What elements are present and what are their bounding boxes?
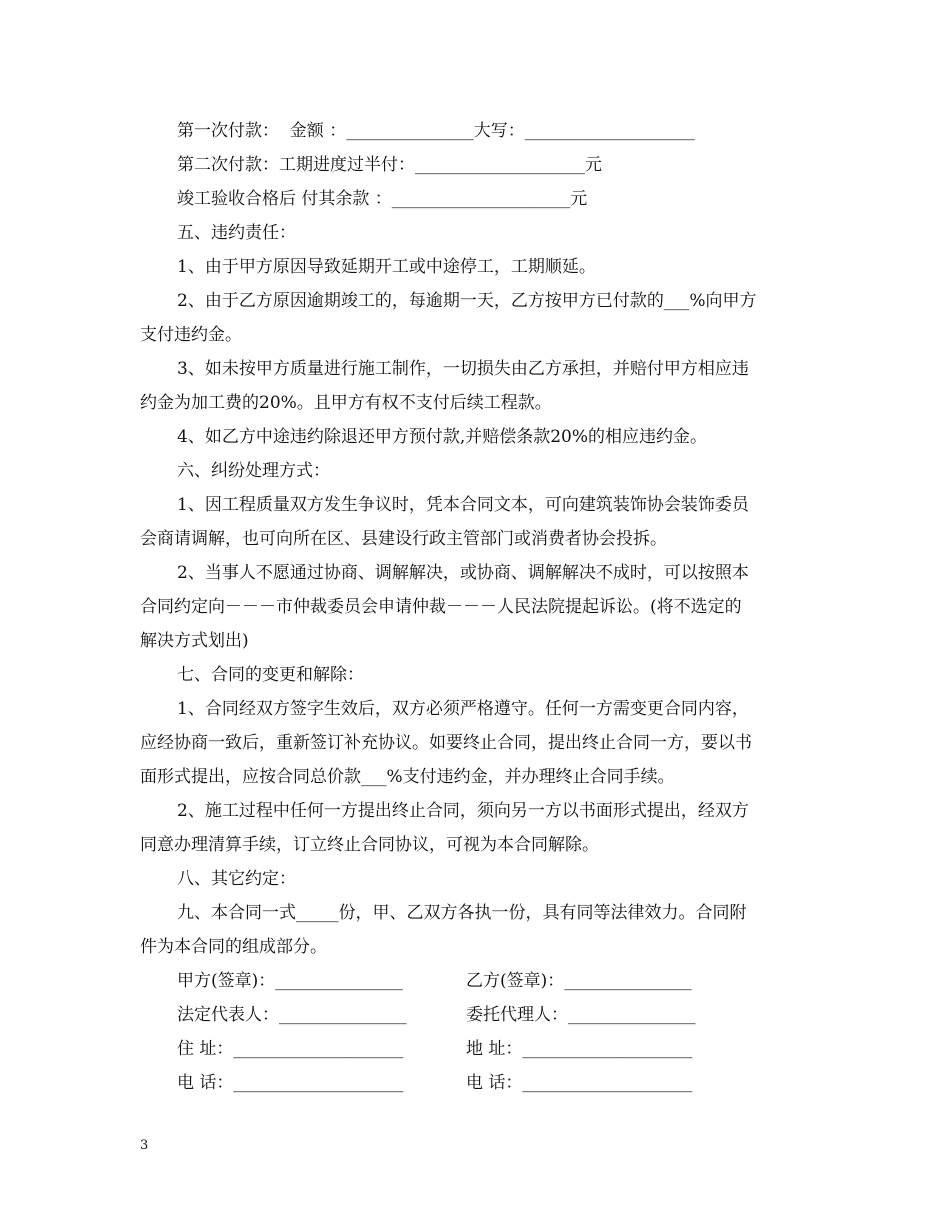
party-a-phone-field: 电 话：____________________	[177, 1073, 404, 1093]
section-6-item-1-line-2: 会商请调解，也可向所在区、县建设行政主管部门或消费者协会投拆。	[140, 529, 667, 549]
party-b-phone-field: 电 话：____________________	[466, 1073, 693, 1093]
section-5-item-3-line-1: 3、如未按甲方质量进行施工制作，一切损失由乙方承担，并赔付甲方相应违	[177, 359, 749, 379]
section-9-line-1: 九、本合同一式_____份，甲、乙双方各执一份，具有同等法律效力。合同附	[177, 903, 747, 923]
section-6-item-2-line-3: 解决方式划出)	[140, 631, 249, 651]
party-a-signature-field: 甲方(签章)：_______________	[177, 971, 403, 991]
section-7-item-2-line-1: 2、施工过程中任何一方提出终止合同，须向另一方以书面形式提出，经双方	[177, 801, 749, 821]
section-5-heading: 五、违约责任：	[177, 223, 296, 243]
legal-representative-field: 法定代表人：_______________	[177, 1005, 407, 1025]
section-7-item-2-line-2: 同意办理清算手续，订立终止合同协议，可视为本合同解除。	[140, 835, 599, 855]
page-number: 3	[140, 1138, 149, 1153]
section-7-item-1-line-3: 面形式提出，应按合同总价款___%支付违约金，并办理终止合同手续。	[140, 767, 675, 787]
section-5-item-4: 4、如乙方中途违约除退还甲方预付款,并赔偿条款20%的相应违约金。	[177, 427, 708, 447]
second-payment-line: 第二次付款：工期进度过半付：____________________元	[177, 155, 602, 175]
section-8-heading: 八、其它约定：	[177, 869, 296, 889]
party-b-address-field: 地 址：____________________	[466, 1039, 693, 1059]
final-payment-line: 竣工验收合格后 付其余款 ：_____________________元	[177, 189, 588, 209]
section-5-item-3-line-2: 约金为加工费的20%。且甲方有权不支付后续工程款。	[140, 393, 552, 413]
section-7-item-1-line-1: 1、合同经双方签字生效后，双方必须严格遵守。任何一方需变更合同内容，	[177, 699, 749, 719]
section-5-item-2-line-1: 2、由于乙方原因逾期竣工的，每逾期一天，乙方按甲方已付款的___%向甲方	[177, 291, 757, 311]
authorized-agent-field: 委托代理人：_______________	[466, 1005, 696, 1025]
section-7-heading: 七、合同的变更和解除：	[177, 665, 364, 685]
section-9-line-2: 件为本合同的组成部分。	[140, 937, 327, 957]
section-6-item-2-line-1: 2、当事人不愿通过协商、调解解决，或协商、调解解决不成时，可以按照本	[177, 563, 749, 583]
section-6-heading: 六、纠纷处理方式：	[177, 461, 330, 481]
party-a-address-field: 住 址：____________________	[177, 1039, 404, 1059]
section-7-item-1-line-2: 应经协商一致后，重新签订补充协议。如要终止合同，提出终止合同一方，要以书	[140, 733, 752, 753]
first-payment-line: 第一次付款： 金额 ：_______________大写：____________________	[177, 121, 695, 141]
section-6-item-1-line-1: 1、因工程质量双方发生争议时，凭本合同文本，可向建筑装饰协会装饰委员	[177, 495, 749, 515]
section-5-item-1: 1、由于甲方原因导致延期开工或中途停工，工期顺延。	[177, 257, 596, 277]
section-6-item-2-line-2: 合同约定向－－－市仲裁委员会申请仲裁－－－人民法院提起诉讼。(将不选定的	[140, 597, 742, 617]
section-5-item-2-line-2: 支付违约金。	[140, 325, 242, 345]
party-b-signature-field: 乙方(签章)：_______________	[466, 971, 692, 991]
